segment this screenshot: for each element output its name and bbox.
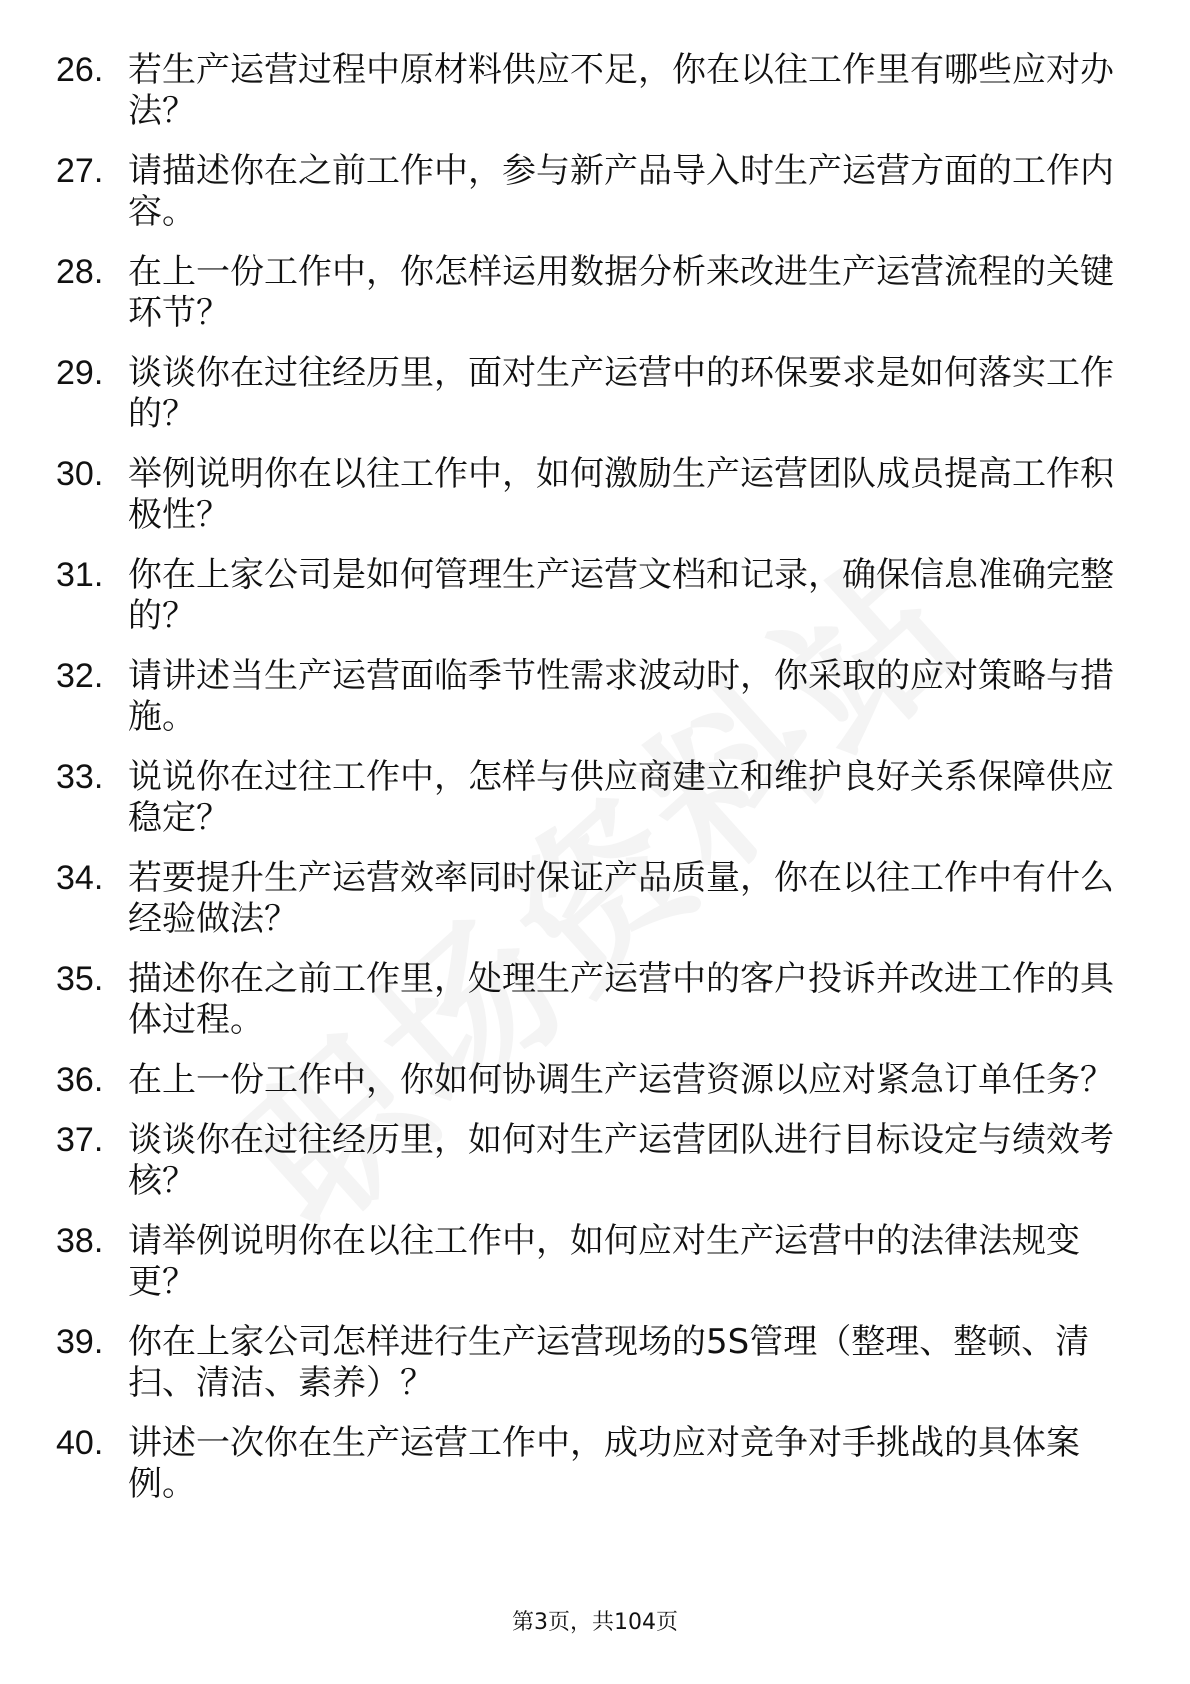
question-item-36	[56, 1060, 1136, 1101]
question-number: 34.	[56, 859, 104, 897]
question-item-26	[56, 50, 1136, 132]
question-text: 举例说明你在以往工作中，如何激励生产运营团队成员提高工作积极性？	[128, 454, 1114, 535]
question-number: 36.	[56, 1061, 104, 1099]
question-item-28	[56, 252, 1136, 334]
question-item-35	[56, 959, 1136, 1041]
question-number: 30.	[56, 455, 104, 493]
question-item-29	[56, 353, 1136, 435]
question-list	[56, 50, 1136, 1524]
question-text: 谈谈你在过往经历里，如何对生产运营团队进行目标设定与绩效考核？	[128, 1120, 1114, 1201]
question-text: 你在上家公司怎样进行生产运营现场的5S管理（整理、整顿、清扫、清洁、素养）？	[128, 1322, 1090, 1403]
question-text: 你在上家公司是如何管理生产运营文档和记录，确保信息准确完整的？	[128, 555, 1114, 636]
question-item-40	[56, 1423, 1136, 1505]
page-footer: 第3页，共104页	[512, 1610, 678, 1635]
question-number: 28.	[56, 253, 104, 291]
question-number: 37.	[56, 1121, 104, 1159]
question-text: 若要提升生产运营效率同时保证产品质量，你在以往工作中有什么经验做法？	[128, 858, 1114, 939]
question-item-34	[56, 858, 1136, 940]
question-item-31	[56, 555, 1136, 637]
question-text: 在上一份工作中，你如何协调生产运营资源以应对紧急订单任务？	[128, 1060, 1114, 1100]
question-item-33	[56, 757, 1136, 839]
question-number: 32.	[56, 657, 104, 695]
question-number: 33.	[56, 758, 104, 796]
question-number: 29.	[56, 354, 104, 392]
question-text: 描述你在之前工作里，处理生产运营中的客户投诉并改进工作的具体过程。	[128, 959, 1114, 1040]
question-text: 请举例说明你在以往工作中，如何应对生产运营中的法律法规变更？	[128, 1221, 1080, 1302]
question-item-32	[56, 656, 1136, 738]
question-item-27	[56, 151, 1136, 233]
question-text: 讲述一次你在生产运营工作中，成功应对竞争对手挑战的具体案例。	[128, 1423, 1080, 1504]
question-text: 谈谈你在过往经历里，面对生产运营中的环保要求是如何落实工作的？	[128, 353, 1114, 434]
question-number: 35.	[56, 960, 104, 998]
question-item-37	[56, 1120, 1136, 1202]
question-text: 请描述你在之前工作中，参与新产品导入时生产运营方面的工作内容。	[128, 151, 1114, 232]
question-text: 请讲述当生产运营面临季节性需求波动时，你采取的应对策略与措施。	[128, 656, 1114, 737]
question-text: 在上一份工作中，你怎样运用数据分析来改进生产运营流程的关键环节？	[128, 252, 1114, 333]
question-item-39	[56, 1322, 1136, 1404]
question-number: 38.	[56, 1222, 104, 1260]
question-number: 27.	[56, 152, 104, 190]
question-number: 26.	[56, 51, 104, 89]
question-item-30	[56, 454, 1136, 536]
question-number: 31.	[56, 556, 104, 594]
question-number: 39.	[56, 1323, 104, 1361]
question-text: 说说你在过往工作中，怎样与供应商建立和维护良好关系保障供应稳定？	[128, 757, 1114, 838]
question-number: 40.	[56, 1424, 104, 1462]
question-item-38	[56, 1221, 1136, 1303]
question-text: 若生产运营过程中原材料供应不足，你在以往工作里有哪些应对办法？	[128, 50, 1114, 131]
